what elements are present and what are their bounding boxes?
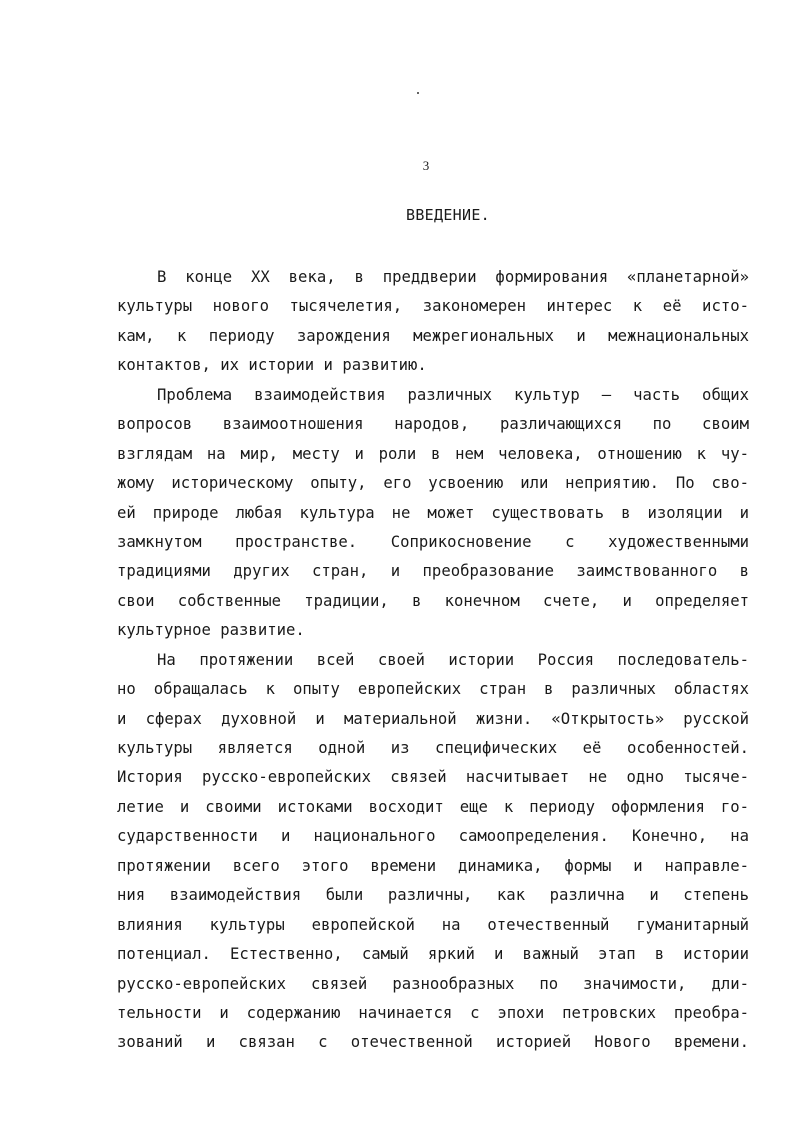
- paragraph-1-line-2: культуры нового тысячелетия, закономерен интерес к её исто-: [117, 297, 749, 316]
- paragraph-3-line-7: сударственности и национального самоопределения. Конечно, на: [117, 827, 749, 846]
- paragraph-2-line-7: традициями других стран, и преобразование заимствованного в: [117, 562, 749, 581]
- paragraph-2-line-3: взглядам на мир, месту и роли в нем человека, отношению к чу-: [117, 444, 749, 463]
- paragraph-2-line-9: культурное развитие.: [117, 621, 305, 640]
- paragraph-3-line-14: зований и связан с отечественной историей Нового времени.: [117, 1033, 749, 1052]
- paragraph-3-line-12: русско-европейских связей разнообразных по значимости, дли-: [117, 974, 749, 993]
- paragraph-3-line-13: тельности и содержанию начинается с эпохи петровских преобра-: [117, 1003, 749, 1022]
- paragraph-1-line-4: контактов, их истории и развитию.: [117, 356, 427, 375]
- paragraph-3-line-3: и сферах духовной и материальной жизни. «Открытость» русской: [117, 709, 749, 728]
- paragraph-2-line-1: Проблема взаимодействия различных культур – часть общих: [157, 385, 749, 404]
- scan-speck: [417, 92, 419, 94]
- paragraph-2-line-2: вопросов взаимоотношения народов, различающихся по своим: [117, 415, 749, 434]
- paragraph-3-line-6: летие и своими истоками восходит еще к периоду оформления го-: [117, 797, 749, 816]
- paragraph-2-line-8: свои собственные традиции, в конечном счете, и определяет: [117, 591, 749, 610]
- paragraph-3-line-1: На протяжении всей своей истории Россия последователь-: [157, 650, 749, 669]
- paragraph-3-line-10: влияния культуры европейской на отечественный гуманитарный: [117, 915, 749, 934]
- paragraph-2-line-6: замкнутом пространстве. Соприкосновение с художественными: [117, 532, 749, 551]
- paragraph-1-line-1: В конце XX века, в преддверии формирования «планетарной»: [157, 268, 749, 286]
- paragraph-3-line-2: но обращалась к опыту европейских стран в различных областях: [117, 680, 749, 699]
- paragraph-2-line-5: ей природе любая культура не может существовать в изоляции и: [117, 503, 749, 522]
- paragraph-3-line-11: потенциал. Естественно, самый яркий и важный этап в истории: [117, 945, 749, 964]
- paragraph-3-line-8: протяжении всего этого времени динамика, формы и направле-: [117, 856, 749, 875]
- paragraph-3-line-9: ния взаимодействия были различны, как различна и степень: [117, 886, 749, 905]
- section-heading: ВВЕДЕНИЕ.: [406, 206, 490, 224]
- paragraph-1-line-3: кам, к периоду зарождения межрегиональных и межнациональных: [117, 326, 749, 345]
- paragraph-2-line-4: жому историческому опыту, его усвоению или неприятию. По сво-: [117, 474, 749, 493]
- paragraph-3-line-5: История русско-европейских связей насчитывает не одно тысяче-: [117, 768, 749, 787]
- body-text: [117, 263, 749, 1058]
- page-number: 3: [422, 158, 430, 173]
- paragraph-3-line-4: культуры является одной из специфических её особенностей.: [117, 739, 749, 757]
